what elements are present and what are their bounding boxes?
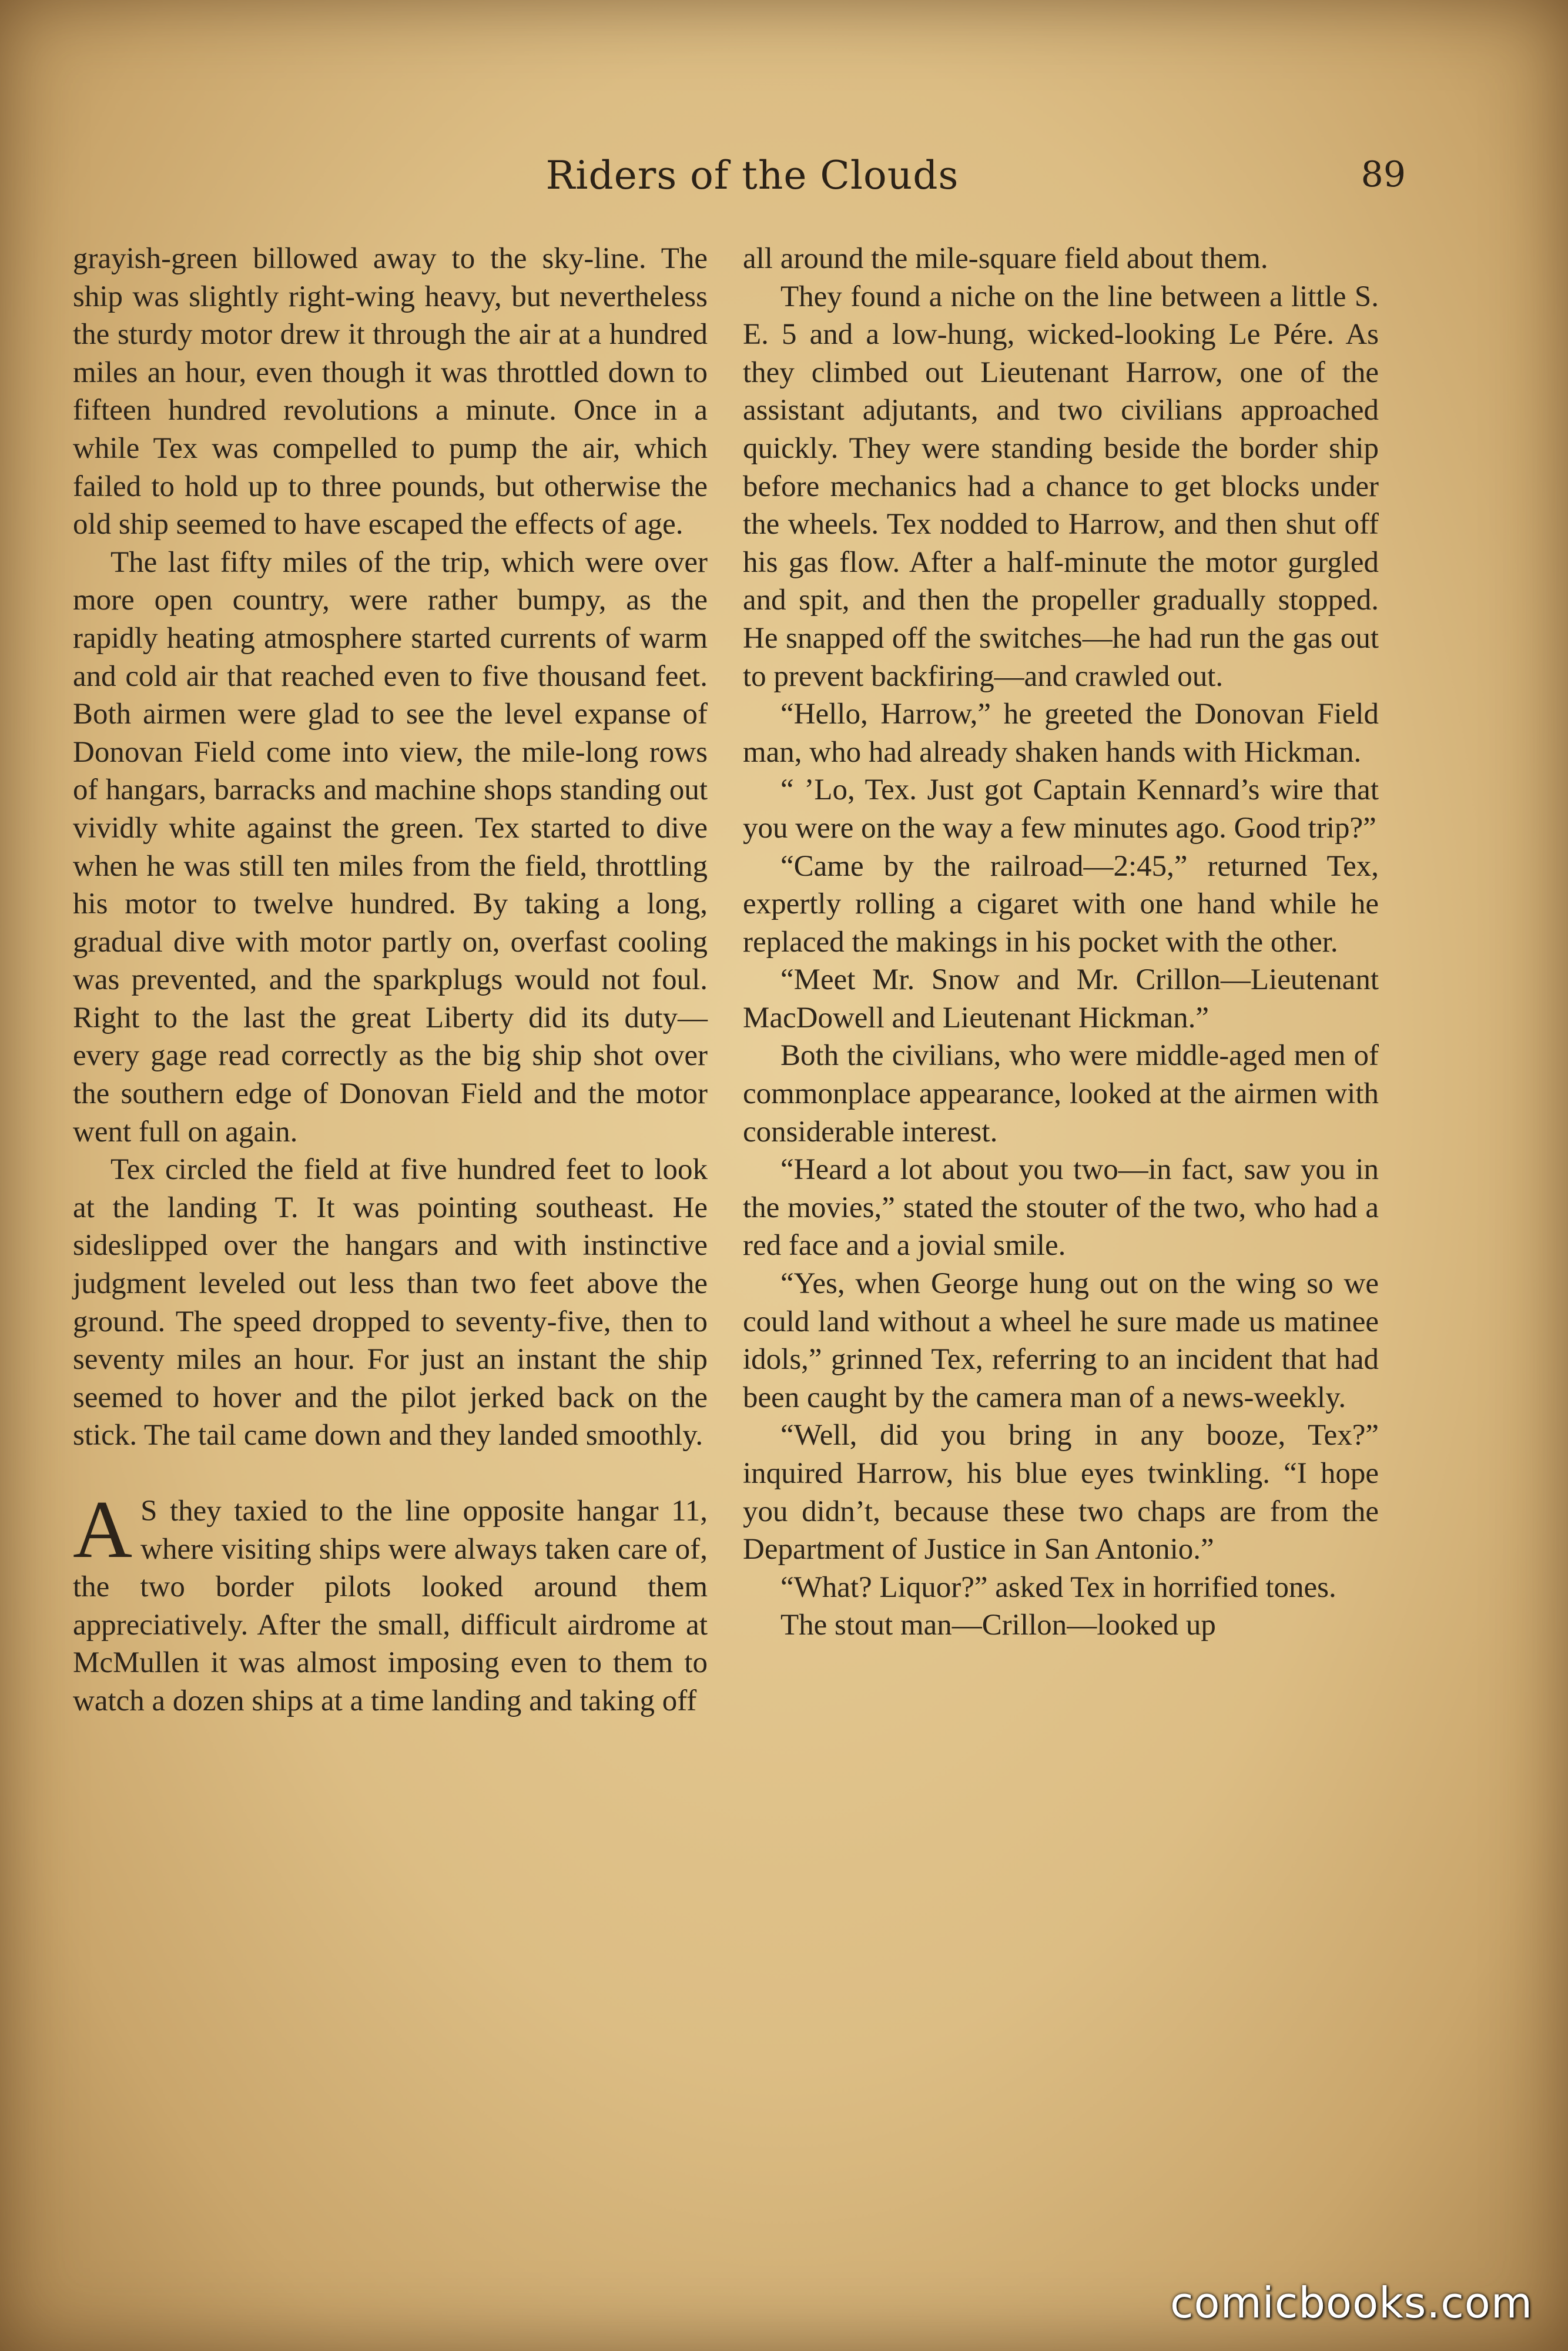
paragraph: The stout man—Crillon—looked up [780, 1609, 1216, 1642]
paragraph: all around the mile-square field about them. [743, 242, 1268, 275]
paragraph: “Well, did you bring in any booze, Tex?” inquired Harrow, his blue eyes twinkling. “I hope you didn’t, because these two chaps are from the Department of Justice in San Antonio.” [743, 1419, 1379, 1566]
paragraph: Both the civilians, who were middle-aged men of commonplace appearance, looked at the airmen with considerable interest. [743, 1039, 1379, 1148]
section-break [73, 1455, 708, 1492]
paragraph: Tex circled the field at five hundred feet to look at the landing T. It was pointing southeast. He sideslipped over the hangars and with instinctive judgment leveled out less than two feet above the ground. The speed dropped to seventy-five, then to seventy miles an hour. For just an instant the ship seemed to hover and the pilot jerked back on the stick. The tail came down and they landed smoothly. [73, 1153, 708, 1452]
paragraph: “Heard a lot about you two—in fact, saw you in the movies,” stated the stouter of the two, who had a red face and a jovial smile. [743, 1153, 1379, 1262]
paragraph: “What? Liquor?” asked Tex in horrified tones. [780, 1570, 1336, 1604]
left-column [73, 240, 708, 1720]
running-head-title: Riders of the Clouds [545, 153, 959, 198]
drop-cap: A [73, 1484, 133, 1575]
paragraph-with-drop-cap [73, 1484, 708, 1720]
paragraph: “Meet Mr. Snow and Mr. Crillon—Lieutenant MacDowell and Lieutenant Hickman.” [743, 963, 1379, 1034]
paragraph: grayish-green billowed away to the sky-line. The ship was slightly right-wing heavy, but nevertheless the sturdy motor drew it through the air at a hundred miles an hour, even though it was throttled down to fifteen hundred revolutions a minute. Once in a while Tex was compelled to pump the air, which failed to hold up to three pounds, but otherwise the old ship seemed to have escaped the effects of age. [73, 242, 708, 541]
paragraph: The last fifty miles of the trip, which were over more open country, were rather bumpy, as the rapidly heating atmosphere started currents of warm and cold air that reached even to five thousand feet. Both airmen were glad to see the level expanse of Donovan Field come into view, the mile-long rows of hangars, barracks and machine shops standing out vividly white against the green. Tex started to dive when he was still ten miles from the field, throttling his motor to twelve hundred. By taking a long, gradual dive with motor partly on, overfast cooling was prevented, and the sparkplugs would not foul. Right to the last the great Liberty did its duty—every gage read correctly as the big ship shot over the southern edge of Donovan Field and the motor went full on again. [73, 545, 708, 1148]
paragraph: “ ’Lo, Tex. Just got Captain Kennard’s wire that you were on the way a few minutes ago. Good trip?” [743, 773, 1379, 845]
page-number: 89 [1361, 154, 1406, 195]
paragraph: “Yes, when George hung out on the wing so we could land without a wheel he sure made us matinee idols,” grinned Tex, referring to an incident that had been caught by the camera man of a news-weekly. [743, 1267, 1379, 1414]
paragraph: They found a niche on the line between a little S. E. 5 and a low-hung, wicked-looking Le Pére. As they climbed out Lieutenant Harrow, one of the assistant adjutants, and two civilians approached quickly. They were standing beside the border ship before mechanics had a chance to get blocks under the wheels. Tex nodded to Harrow, and then shut off his gas flow. After a half-minute the motor gurgled and spit, and then the propeller gradually stopped. He snapped off the switches—he had run the gas out to prevent backfiring—and crawled out. [743, 280, 1379, 693]
paragraph: “Hello, Harrow,” he greeted the Donovan Field man, who had already shaken hands with Hickman. [743, 698, 1379, 769]
paragraph: “Came by the railroad—2:45,” returned Tex, expertly rolling a cigaret with one hand while he replaced the makings in his pocket with the other. [743, 849, 1379, 959]
right-column [743, 240, 1379, 1645]
paragraph-text: S they taxied to the line opposite hangar 11, where visiting ships were always taken care of, the two border pilots looked around them appreciatively. After the small, difficult airdrome at McMullen it was almost imposing even to them to watch a dozen ships at a time landing and taking off [73, 1495, 708, 1717]
watermark: comicbooks.com [1170, 2278, 1533, 2327]
